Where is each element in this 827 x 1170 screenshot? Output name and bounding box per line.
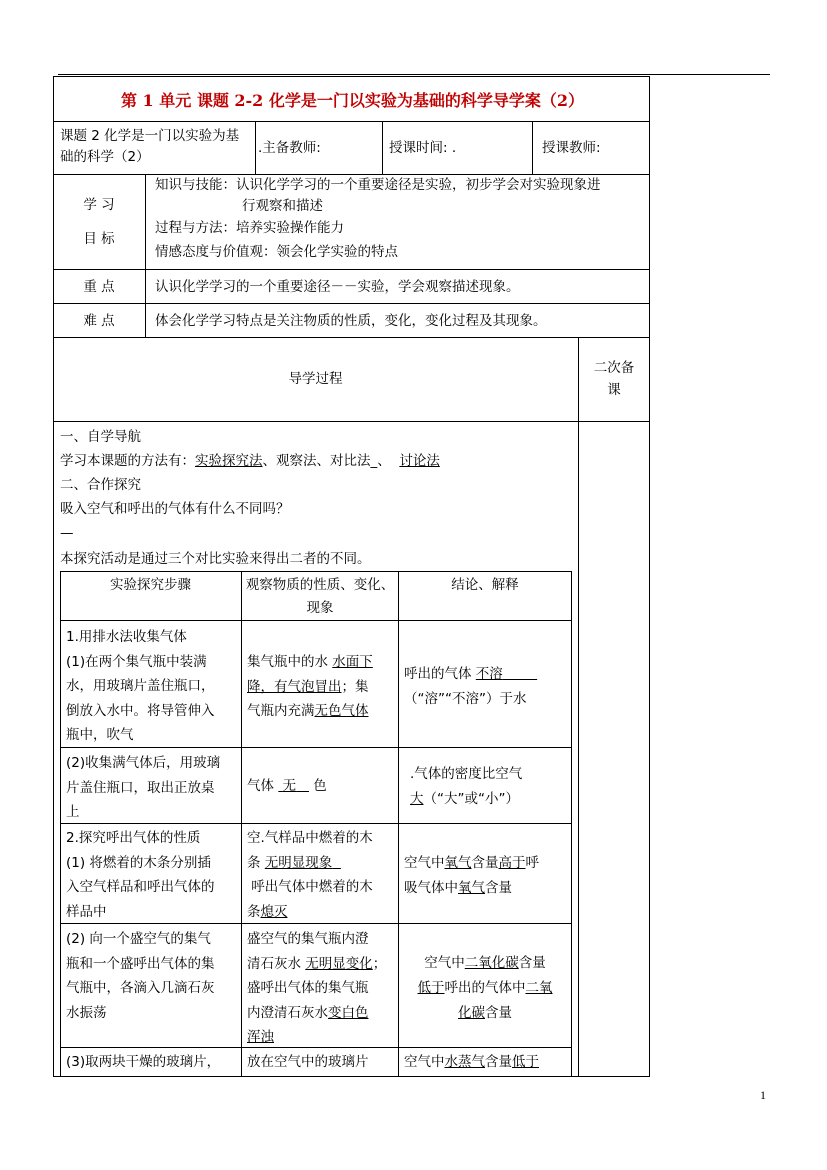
row4-step-line: (2) 向一个盛空气的集气 — [66, 931, 211, 947]
key-point-label: 重 点 — [83, 279, 115, 295]
text: （“溶”“不溶”）于水 — [404, 690, 527, 707]
difficulty-text: 体会化学学习特点是关注物质的性质，变化，变化过程及其现象。 — [155, 313, 547, 329]
row5-steps: (3)取两块干燥的玻璃片， — [66, 1054, 221, 1070]
row2-step-line: (2)收集满气体后，用玻璃 — [66, 755, 221, 771]
text: 呼出气体中燃着的木 — [251, 879, 373, 895]
answer: 无明显变化 — [305, 955, 373, 972]
objectives-label-1: 学 习 — [83, 197, 115, 213]
objective-knowledge-cont: 行观察和描述 — [242, 198, 323, 214]
answer: 浑浊 — [247, 1029, 274, 1045]
text: 条 — [247, 903, 261, 920]
row-divider — [60, 620, 572, 621]
lesson-cell — [60, 126, 252, 168]
text: 吸气体中 — [404, 879, 458, 896]
answer: 氧气 — [458, 879, 485, 896]
method-2: 讨论法 — [399, 453, 440, 469]
key-point-text: 认识化学学习的一个重要途径－－实验，学会观察描述现象。 — [155, 279, 520, 295]
objectives-label-2: 目 标 — [83, 231, 115, 247]
col-divider — [532, 121, 533, 174]
text: ；集 — [341, 678, 369, 695]
text: 条 — [247, 854, 261, 871]
text: 含量 — [485, 1005, 512, 1021]
text: 空.气样品中燃着的木 — [247, 830, 373, 846]
page-number: 1 — [760, 1088, 766, 1102]
objective-knowledge: 知识与技能：认识化学学习的一个重要途径是实验，初步学会对实验现象进 — [155, 177, 601, 193]
text: 含量 — [485, 879, 512, 896]
answer: 高于 — [498, 855, 526, 871]
answer: 化碳 — [458, 1005, 485, 1021]
answer: 大 — [410, 790, 424, 807]
row4-observation — [247, 927, 397, 1050]
answer: 水蒸气 — [444, 1054, 485, 1070]
row1-step-line: 水，用玻璃片盖住瓶口， — [66, 678, 215, 694]
answer: 无色气体 — [314, 703, 369, 719]
answer: 二氧 — [525, 980, 553, 996]
answer: 氧气 — [444, 855, 472, 871]
text: 内澄清石灰水 — [247, 1004, 328, 1021]
question: 吸入空气和呼出的气体有什么不同吗？ — [60, 501, 290, 517]
process-label: 导学过程 — [288, 371, 343, 387]
row1-step-line: 1.用排水法收集气体 — [66, 629, 187, 645]
row2-observation — [247, 775, 397, 797]
text: 含量 — [518, 955, 546, 971]
row1-step-line: 瓶中，吹气 — [66, 727, 134, 743]
text: 盛呼出气体的集气瓶 — [247, 980, 369, 996]
row3-conclusion — [404, 851, 572, 900]
teacher-label: 授课教师: — [542, 140, 601, 156]
objective-process: 过程与方法：培养实验操作能力 — [155, 220, 344, 236]
row1-steps — [66, 625, 238, 748]
methods-line — [60, 450, 440, 472]
answer: 二氧化碳 — [464, 955, 519, 971]
text: 含量 — [471, 855, 499, 871]
row3-step-line: 2.探究呼出气体的性质 — [66, 830, 201, 846]
row1-observation — [247, 650, 397, 724]
method-1: 实验探究法 — [195, 453, 263, 469]
row2-step-line: 上 — [66, 804, 80, 820]
row4-step-line: 瓶和一个盛呼出气体的集 — [66, 955, 215, 972]
col-divider — [145, 174, 146, 337]
answer: 低于 — [417, 980, 445, 996]
col-divider — [255, 121, 256, 174]
col-header-observation: 观察物质的性质、变化、 — [245, 577, 395, 593]
answer: 熄灭 — [260, 903, 288, 920]
row3-step-line: (1) 将燃着的木条分别插 — [66, 854, 211, 871]
col-divider — [578, 337, 579, 1077]
dash: — — [60, 525, 74, 541]
row5-conclusion — [404, 1051, 572, 1073]
text: 色 — [313, 778, 327, 794]
answer: 降，有气泡冒出 — [247, 678, 342, 695]
row2-step-line: 片盖住瓶口，取出正放桌 — [66, 779, 215, 796]
difficulty-label: 难 点 — [83, 313, 115, 329]
section-self-study: 一、自学导航 — [60, 429, 141, 445]
col-header-observation-cont: 现象 — [306, 600, 334, 616]
methods-sep: _、 — [370, 453, 391, 469]
lesson-text: 课题 2 化学是一门以实验为基础的科学（2） — [60, 128, 240, 165]
text: 气体 — [247, 778, 274, 794]
col-header-steps: 实验探究步骤 — [110, 577, 191, 593]
row4-step-line: 水振荡 — [66, 1004, 107, 1021]
page-title: 第 1 单元 课题 2-2 化学是一门以实验为基础的科学导学案（2） — [120, 91, 585, 110]
text: 含量 — [485, 1054, 512, 1070]
row4-step-line: 气瓶中，各滴入几滴石灰 — [66, 980, 215, 996]
text: ； — [372, 955, 387, 972]
text: 呼 — [525, 855, 539, 871]
section-cooperation: 二、合作探究 — [60, 477, 141, 493]
row1-conclusion — [404, 662, 572, 711]
text: 空气中 — [424, 955, 465, 971]
answer: 水面下 — [332, 654, 373, 670]
answer: 不溶 — [475, 666, 503, 682]
intro: 本探究活动是通过三个对比实验来得出二者的不同。 — [60, 551, 371, 567]
header-rule — [58, 74, 770, 75]
row4-steps — [66, 927, 238, 1025]
row3-step-line: 样品中 — [66, 903, 107, 920]
row-divider — [53, 421, 650, 422]
objective-attitude: 情感态度与价值观：领会化学实验的特点 — [155, 244, 398, 260]
text: 清石灰水 — [247, 955, 301, 972]
answer: 无 — [282, 778, 297, 794]
text: 空气中 — [404, 1054, 445, 1070]
text: （“大”或“小”） — [423, 790, 519, 807]
row2-conclusion — [410, 762, 570, 811]
second-prep-label: 二次备课 — [593, 360, 635, 398]
lead-teacher-label: .主备教师: — [258, 140, 321, 156]
answer: 低于 — [512, 1054, 539, 1070]
text: .气体的密度比空气 — [410, 766, 523, 782]
answer: 变白色 — [328, 1004, 369, 1021]
row3-steps — [66, 826, 238, 924]
text: 空气中 — [404, 855, 445, 871]
row4-conclusion — [399, 951, 571, 1026]
row-divider — [53, 269, 650, 270]
text: 呼出的气体 — [404, 666, 472, 682]
lesson-time-label: 授课时间: . — [389, 140, 457, 156]
text: 气瓶内充满 — [247, 703, 315, 719]
methods-prefix: 学习本课题的方法有： — [60, 453, 195, 469]
row1-step-line: 倒放入水中。将导管伸入 — [66, 702, 215, 719]
col-divider — [382, 121, 383, 174]
row5-observation: 放在空气中的玻璃片 — [247, 1054, 369, 1070]
row2-steps — [66, 751, 238, 825]
row3-observation — [247, 826, 397, 924]
answer: 无明显现象 — [264, 854, 333, 871]
row1-step-line: (1)在两个集气瓶中装满 — [66, 653, 207, 670]
text: 集气瓶中的水 — [247, 654, 328, 670]
row-divider — [53, 303, 650, 304]
col-header-conclusion: 结论、解释 — [451, 577, 519, 593]
row3-step-line: 入空气样品和呼出气体的 — [66, 879, 215, 895]
text: 盛空气的集气瓶内澄 — [247, 931, 369, 947]
methods-mid: 、观察法、对比法 — [262, 453, 371, 469]
row-divider — [53, 337, 650, 338]
row-divider — [53, 121, 650, 122]
text: 呼出的气体中 — [444, 980, 526, 996]
